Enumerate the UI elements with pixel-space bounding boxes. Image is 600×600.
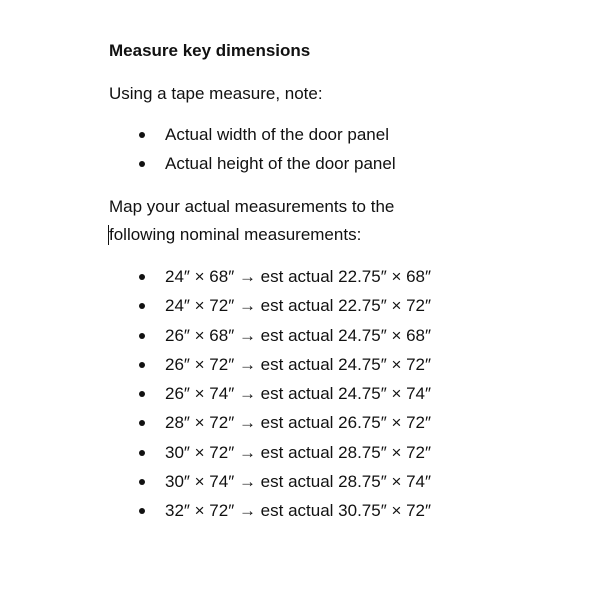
text-cursor (108, 225, 109, 245)
list-item-text: 26″ × 74″ → est actual 24.75″ × 74″ (165, 384, 432, 404)
list-item (109, 408, 431, 437)
list-item (109, 438, 431, 467)
bullet-icon (139, 450, 145, 456)
bullet-icon (139, 420, 145, 426)
list-item (109, 379, 431, 408)
list-item (109, 262, 431, 291)
list-item (109, 350, 431, 379)
list-item-text: 24″ × 68″ → est actual 22.75″ × 68″ (165, 267, 432, 286)
bullet-icon (139, 303, 145, 309)
list-item-text: Actual width of the door panel (165, 125, 389, 144)
bullet-icon (139, 161, 145, 167)
list-item-text: 30″ × 72″ → est actual 28.75″ × 72″ (165, 442, 432, 462)
list-item-text: 26″ × 68″ → est actual 24.75″ × 68″ (165, 325, 432, 345)
intro-paragraph: Using a tape measure, note: (109, 84, 323, 103)
list-item-text: 26″ × 72″ → est actual 24.75″ × 72″ (165, 354, 432, 374)
list-item (109, 321, 431, 350)
list-item-text: Actual height of the door panel (165, 154, 396, 174)
list-item-text: 30″ × 74″ → est actual 28.75″ × 74″ (165, 472, 432, 492)
note-list (109, 120, 396, 179)
bullet-icon (139, 132, 145, 138)
list-item-text: 32″ × 72″ → est actual 30.75″ × 72″ (165, 501, 432, 521)
list-item (109, 120, 396, 149)
bullet-icon (139, 391, 145, 397)
bullet-icon (139, 274, 145, 280)
list-item-text: 28″ × 72″ → est actual 26.75″ × 72″ (165, 413, 432, 433)
list-item (109, 149, 396, 178)
bullet-icon (139, 479, 145, 485)
bullet-icon (139, 362, 145, 368)
bullet-icon (139, 508, 145, 514)
list-item-text: 24″ × 72″ → est actual 22.75″ × 72″ (165, 296, 432, 316)
section-heading: Measure key dimensions (109, 41, 311, 60)
size-list (109, 262, 431, 526)
list-item (109, 467, 431, 496)
bullet-icon (139, 333, 145, 339)
list-item (109, 291, 431, 320)
map-paragraph[interactable]: Map your actual measurements to the following nominal measurements: (109, 197, 395, 244)
list-item (109, 496, 431, 525)
